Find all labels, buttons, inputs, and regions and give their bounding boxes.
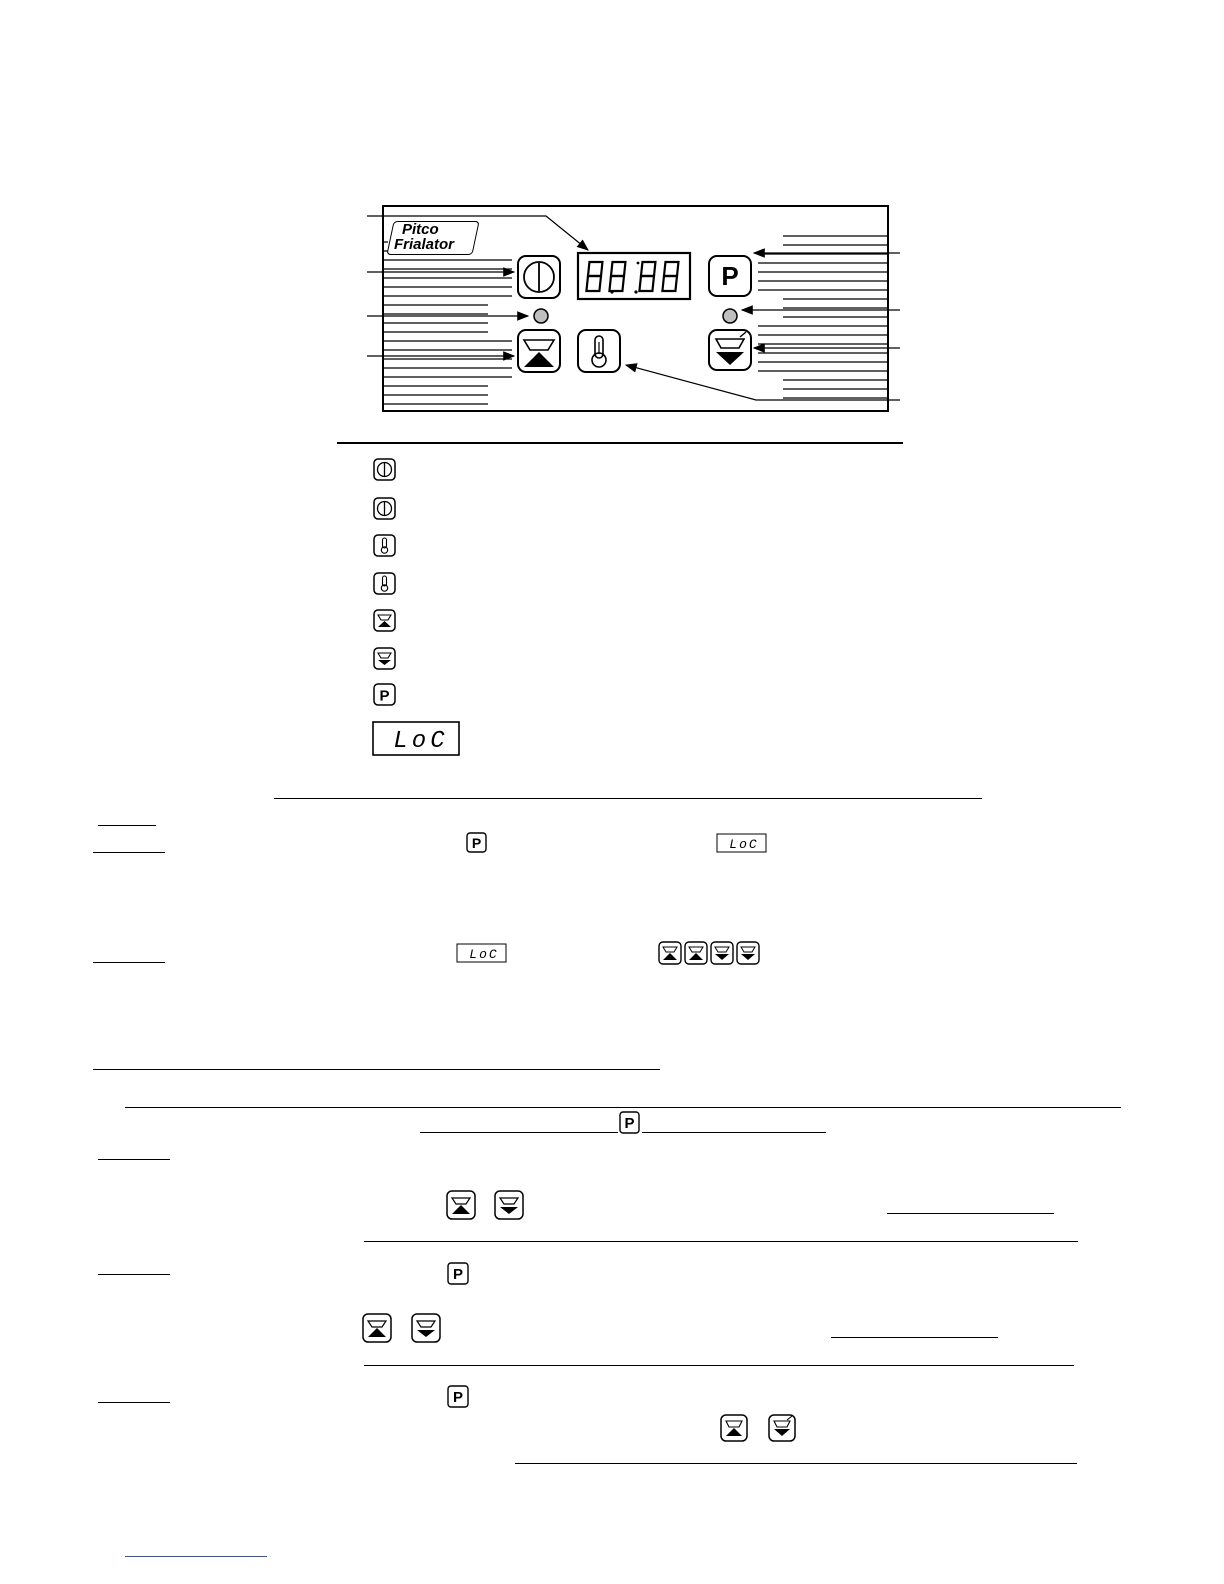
inline-program-letter-3: P bbox=[452, 1389, 464, 1406]
temperature-button-diagram bbox=[578, 330, 620, 372]
step-underline-6 bbox=[98, 1402, 170, 1403]
diagram-rule bbox=[337, 442, 903, 444]
legend-basket-up-icon bbox=[374, 610, 395, 631]
left-basket-button-diagram bbox=[518, 330, 560, 372]
inline-program-icon-2 bbox=[446, 1261, 472, 1287]
heading-underline-right bbox=[642, 1132, 826, 1133]
heading-program-letter: P bbox=[624, 1115, 635, 1132]
inline-program-icon-3 bbox=[446, 1384, 472, 1410]
right-led bbox=[723, 309, 737, 323]
underline-ref-2 bbox=[831, 1337, 998, 1338]
svg-text:P: P bbox=[721, 261, 739, 291]
right-basket-button-diagram bbox=[709, 330, 751, 370]
heading-program-icon bbox=[618, 1111, 642, 1135]
panel-frame bbox=[0, 0, 1224, 440]
brand-line-2: Frialator bbox=[394, 236, 455, 253]
inline-program-icon-1 bbox=[466, 832, 488, 854]
inline-basket-pair-1 bbox=[446, 1190, 530, 1220]
legend-basket-down-icon bbox=[374, 648, 395, 669]
legend-lock-text: LoC bbox=[393, 728, 449, 755]
legend-thermometer-icon-1 bbox=[374, 535, 395, 556]
step-underline-3 bbox=[93, 962, 165, 963]
step-underline-5 bbox=[98, 1274, 170, 1275]
program-button-diagram bbox=[709, 256, 751, 296]
inline-lock-display-1 bbox=[716, 833, 768, 853]
section-rule-2 bbox=[93, 1069, 660, 1070]
step-rule-3 bbox=[515, 1463, 1077, 1464]
right-vent-lines bbox=[758, 236, 888, 398]
power-button-diagram bbox=[518, 256, 560, 298]
step-rule-1 bbox=[364, 1241, 1078, 1242]
legend-icons bbox=[370, 455, 470, 765]
inline-lock-display-2 bbox=[456, 943, 508, 963]
inline-basket-pair-3 bbox=[720, 1414, 800, 1442]
legend-power-icon-1 bbox=[374, 459, 395, 480]
inline-basket-pair-2 bbox=[362, 1313, 446, 1343]
inline-basket-icons-row bbox=[658, 941, 764, 965]
inline-program-letter-2: P bbox=[452, 1266, 464, 1283]
left-led bbox=[534, 309, 548, 323]
legend-thermometer-icon-2 bbox=[374, 573, 395, 594]
footer-link-underline[interactable] bbox=[125, 1556, 267, 1557]
underline-ref-1 bbox=[887, 1213, 1054, 1214]
brand-line-1: Pitco bbox=[402, 221, 439, 238]
inline-lock-text-1: LoC bbox=[729, 837, 759, 852]
left-vent-lines bbox=[383, 242, 512, 404]
section-rule-1 bbox=[274, 798, 982, 799]
legend-program-icon bbox=[374, 684, 395, 705]
step-underline-1 bbox=[98, 825, 156, 826]
control-panel-diagram bbox=[0, 0, 1224, 440]
legend-power-icon-2 bbox=[374, 498, 395, 519]
step-underline-4 bbox=[98, 1159, 170, 1160]
section-rule-3 bbox=[125, 1107, 1121, 1108]
heading-underline-left bbox=[420, 1132, 618, 1133]
legend-program-letter: P bbox=[379, 687, 390, 705]
inline-lock-text-2: LoC bbox=[469, 947, 499, 962]
step-rule-2 bbox=[364, 1365, 1074, 1366]
step-underline-2 bbox=[93, 852, 165, 853]
inline-program-letter-1: P bbox=[471, 835, 482, 851]
legend-lock-display bbox=[373, 722, 459, 755]
